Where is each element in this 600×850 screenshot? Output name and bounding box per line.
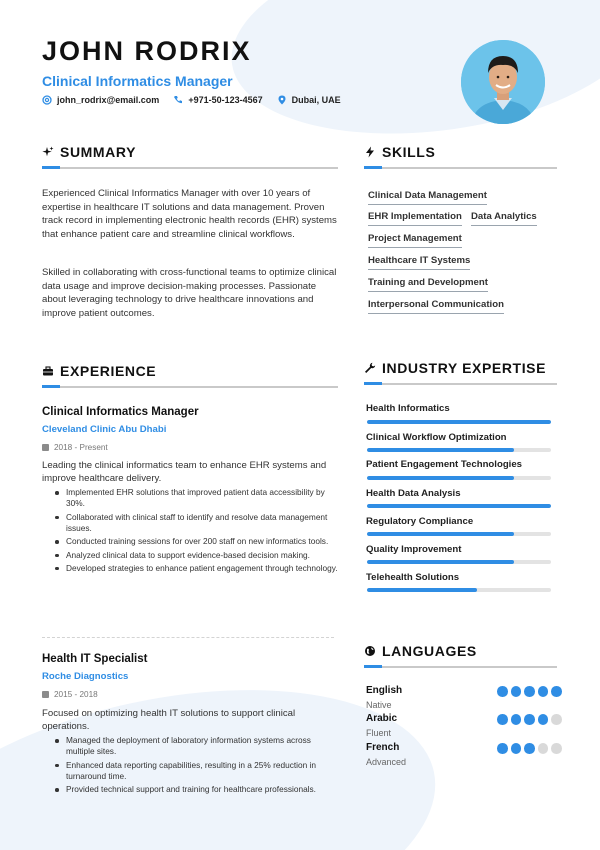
expertise-bar-fill [367,504,551,508]
company-name: Cleveland Clinic Abu Dhabi [42,424,167,435]
skill-tag: Interpersonal Communication [368,299,504,314]
rating-dot-empty [538,743,549,754]
summary-heading: SUMMARY [60,144,137,160]
expertise-label: Regulatory Compliance [366,516,474,527]
job-title: Clinical Informatics Manager [42,406,199,418]
experience-section-header [42,363,338,391]
skills-heading: SKILLS [382,144,436,160]
achievement-item: Provided technical support and training for healthcare professionals. [54,784,339,795]
expertise-heading: INDUSTRY EXPERTISE [382,360,547,376]
achievement-item: Analyzed clinical data to support evidence-based decision making. [54,550,339,561]
sparkle-icon [42,146,54,158]
expertise-section-header [364,360,557,388]
language-level: Native [366,700,392,710]
section-rule [42,386,338,388]
achievement-item: Implemented EHR solutions that improved patient data accessibility by 30%. [54,487,339,509]
job-description: Focused on optimizing health IT solutions to support clinical operations. [42,708,296,733]
expertise-label: Quality Improvement [366,544,462,555]
expertise-bar [367,560,551,564]
expertise-bar [367,504,551,508]
language-name: French [366,742,400,753]
achievement-item: Collaborated with clinical staff to identify and resolve data management issues. [54,512,339,534]
job-title: Health IT Specialist [42,653,148,665]
skill-tag: Healthcare IT Systems [368,255,470,270]
expertise-bar-fill [367,588,477,592]
language-name: English [366,685,403,696]
section-rule-accent [364,166,382,169]
rating-dot-filled [524,743,535,754]
expertise-label: Clinical Workflow Optimization [366,432,507,443]
rating-dot-filled [524,714,535,725]
rating-dot-filled [511,714,522,725]
job-dates [42,690,98,699]
rating-dot-filled [511,686,522,697]
contact-phone[interactable] [173,95,262,105]
email-text: john_rodrix@email.com [57,95,160,105]
skill-tag: Data Analytics [471,211,537,226]
contact-email[interactable] [42,95,159,105]
rating-dot-filled [551,686,562,697]
calendar-icon [42,691,49,698]
skills-section-header [364,144,557,172]
expertise-bar-fill [367,532,514,536]
rating-dot-empty [551,714,562,725]
language-rating [497,743,562,754]
company-name: Roche Diagnostics [42,671,129,682]
rating-dot-filled [538,714,549,725]
globe-icon [364,645,376,657]
expertise-bar-fill [367,420,551,424]
expertise-bar [367,588,551,592]
expertise-label: Patient Engagement Technologies [366,459,523,470]
experience-heading: EXPERIENCE [60,363,157,379]
section-rule [364,666,557,668]
contact-bar [42,95,341,105]
languages-heading: LANGUAGES [382,643,477,659]
phone-icon [173,95,183,105]
calendar-icon [42,444,49,451]
rating-dot-filled [497,714,508,725]
candidate-name: JOHN RODRIX [42,36,252,66]
language-level: Fluent [366,728,392,738]
language-name: Arabic [366,713,398,724]
section-rule-accent [364,382,382,385]
section-rule [42,167,338,169]
job-dates-text: 2018 - Present [54,443,108,452]
language-level: Advanced [366,757,407,767]
language-rating [497,714,562,725]
job-dates-text: 2015 - 2018 [54,690,98,699]
expertise-bar [367,476,551,480]
briefcase-icon [42,365,54,377]
expertise-bar-fill [367,448,514,452]
section-rule [364,167,557,169]
person-portrait-icon [461,40,545,124]
wrench-icon [364,362,376,374]
summary-paragraph: Experienced Clinical Informatics Manager with over 10 years of expertise in healthcare IT solutions and data management. Proven track record in implementing electronic health records (EHR) systems that enhance patient care and streamline clinical workflows. [42,188,337,240]
skill-tag: Clinical Data Management [368,190,487,205]
phone-text: +971-50-123-4567 [188,95,263,105]
job-dates [42,443,108,452]
summary-paragraph: Skilled in collaborating with cross-functional teams to optimize clinical data usage and improve decision-making processes. Passionate about leveraging technology to drive healthcare innovations and improve patient outcomes. [42,267,337,319]
language-rating [497,686,562,697]
skill-tag: Project Management [368,233,462,248]
languages-section-header [364,643,557,671]
job-description: Leading the clinical informatics team to enhance EHR systems and improve healthcare delivery. [42,460,327,485]
expertise-bar [367,448,551,452]
expertise-label: Health Informatics [366,403,450,414]
summary-section-header [42,144,338,172]
skill-tag: EHR Implementation [368,211,462,226]
expertise-label: Telehealth Solutions [366,572,460,583]
rating-dot-filled [538,686,549,697]
achievement-item: Developed strategies to enhance patient engagement through technology. [54,563,339,574]
expertise-bar-fill [367,476,514,480]
rating-dot-filled [511,743,522,754]
rating-dot-empty [551,743,562,754]
section-rule-accent [42,166,60,169]
section-rule-accent [364,665,382,668]
location-text: Dubai, UAE [291,95,341,105]
expertise-bar [367,532,551,536]
expertise-bar [367,420,551,424]
achievement-item: Conducted training sessions for over 200 staff on new informatics tools. [54,536,339,547]
achievement-item: Enhanced data reporting capabilities, resulting in a 25% reduction in turnaround time. [54,760,339,782]
rating-dot-filled [497,686,508,697]
job-title-headline: Clinical Informatics Manager [42,73,233,89]
entry-divider [42,637,334,638]
expertise-label: Health Data Analysis [366,488,461,499]
lightning-icon [364,146,376,158]
job-achievements [54,487,339,576]
achievement-item: Managed the deployment of laboratory information systems across multiple sites. [54,735,339,757]
profile-photo [461,40,545,124]
section-rule-accent [42,385,60,388]
contact-location [277,95,341,105]
section-rule [364,383,557,385]
skill-tag: Training and Development [368,277,488,292]
rating-dot-filled [524,686,535,697]
job-achievements [54,735,339,798]
location-pin-icon [277,95,287,105]
expertise-bar-fill [367,560,514,564]
at-icon [42,95,52,105]
rating-dot-filled [497,743,508,754]
